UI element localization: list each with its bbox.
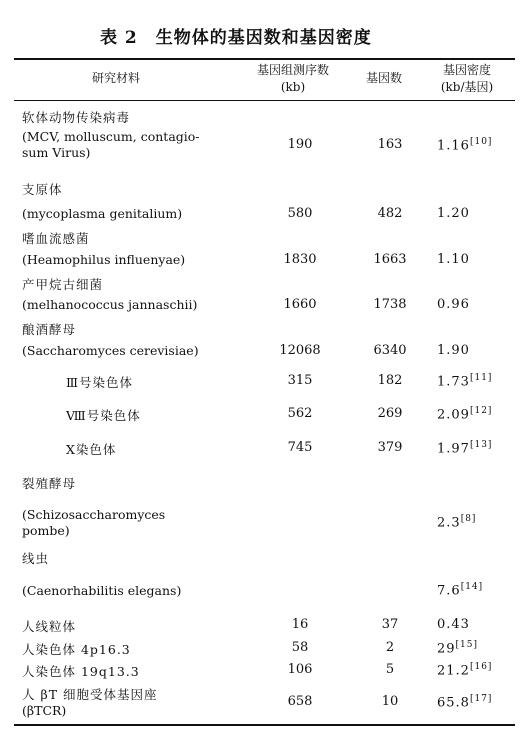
material-name-en: pombe) xyxy=(22,523,70,538)
table-title: 表 2 生物体的基因数和基因密度 xyxy=(100,28,372,48)
seq-length: 16 xyxy=(291,617,309,632)
material-name-en: (melhanococcus jannaschii) xyxy=(22,297,198,312)
seq-length: 315 xyxy=(287,373,313,388)
material-name-cn: 裂殖酵母 xyxy=(22,476,77,491)
gene-count: 182 xyxy=(377,373,403,388)
material-name-cn: Ⅹ染色体 xyxy=(66,442,117,457)
gene-count: 379 xyxy=(377,440,403,455)
material-name-en: (Schizosaccharomyces xyxy=(22,507,166,522)
seq-length: 58 xyxy=(291,640,309,655)
material-name-en: (mycoplasma genitalium) xyxy=(22,206,183,221)
reference: [14] xyxy=(460,582,484,592)
seq-length: 745 xyxy=(287,440,313,455)
seq-length: 658 xyxy=(287,694,313,709)
bottom-rule xyxy=(14,724,515,726)
gene-count: 1663 xyxy=(373,252,407,267)
material-name-cn: 人染色体 4p16.3 xyxy=(22,642,131,657)
reference: [13] xyxy=(469,440,493,450)
reference: [12] xyxy=(469,406,493,416)
material-name-cn: 产甲烷古细菌 xyxy=(22,277,104,292)
gene-count: 5 xyxy=(385,662,395,677)
seq-length: 580 xyxy=(287,206,313,221)
material-name-en: sum Virus) xyxy=(22,145,91,160)
gene-count: 482 xyxy=(377,206,403,221)
gene-count: 163 xyxy=(377,137,403,152)
gene-density: 1.20 xyxy=(437,206,470,221)
seq-length: 12068 xyxy=(279,343,321,358)
reference: [15] xyxy=(455,640,479,650)
material-name-en: (Heamophilus influenyae) xyxy=(22,252,186,267)
gene-density: 21.2[16] xyxy=(437,662,493,679)
header-seq-length: 基因组测序数 (kb) xyxy=(256,63,329,94)
material-name-en: (MCV, molluscum, contagio- xyxy=(22,129,200,144)
material-name-cn: 酿酒酵母 xyxy=(22,322,77,337)
seq-length: 562 xyxy=(287,406,313,421)
gene-density: 0.43 xyxy=(437,617,470,632)
gene-density: 1.90 xyxy=(437,343,470,358)
reference: [8] xyxy=(460,514,477,524)
gene-density: 1.73[11] xyxy=(437,373,493,390)
gene-density: 2.3[8] xyxy=(437,514,477,531)
gene-density: 7.6[14] xyxy=(437,582,484,599)
top-rule xyxy=(14,58,515,60)
material-name-cn: Ⅷ号染色体 xyxy=(66,408,141,423)
material-name-cn: 人染色体 19q13.3 xyxy=(22,664,140,679)
material-name-cn: 人线粒体 xyxy=(22,619,77,634)
seq-length: 190 xyxy=(287,137,313,152)
material-name-en: (Caenorhabilitis elegans) xyxy=(22,583,182,598)
header-density: 基因密度 (kb/基因) xyxy=(440,63,494,94)
material-name-cn: 嗜血流感菌 xyxy=(22,231,90,246)
gene-density: 1.10 xyxy=(437,252,470,267)
gene-density: 0.96 xyxy=(437,297,470,312)
reference: [10] xyxy=(469,137,493,147)
material-name-cn: 线虫 xyxy=(22,551,50,566)
header-material: 研究材料 xyxy=(92,71,141,85)
material-name-en: (βTCR) xyxy=(22,703,67,718)
gene-density: 1.16[10] xyxy=(437,137,493,154)
material-name-cn: 人 βT 细胞受体基因座 xyxy=(22,687,158,702)
gene-count: 37 xyxy=(381,617,399,632)
reference: [16] xyxy=(469,662,493,672)
reference: [17] xyxy=(469,694,493,704)
material-name-cn: 支原体 xyxy=(22,182,63,197)
header-rule xyxy=(14,100,515,101)
gene-count: 2 xyxy=(385,640,395,655)
material-name-cn: Ⅲ号染色体 xyxy=(66,375,134,390)
gene-count: 10 xyxy=(381,694,399,709)
seq-length: 1830 xyxy=(283,252,317,267)
reference: [11] xyxy=(469,373,493,383)
material-name-en: (Saccharomyces cerevisiae) xyxy=(22,343,199,358)
gene-density: 65.8[17] xyxy=(437,694,493,711)
seq-length: 1660 xyxy=(283,297,317,312)
gene-density: 1.97[13] xyxy=(437,440,493,457)
gene-count: 1738 xyxy=(373,297,407,312)
material-name-cn: 软体动物传染病毒 xyxy=(22,110,131,125)
gene-count: 269 xyxy=(377,406,403,421)
seq-length: 106 xyxy=(287,662,313,677)
header-gene-count: 基因数 xyxy=(366,71,403,85)
gene-density: 2.09[12] xyxy=(437,406,493,423)
gene-count: 6340 xyxy=(373,343,407,358)
gene-density: 29[15] xyxy=(437,640,479,657)
